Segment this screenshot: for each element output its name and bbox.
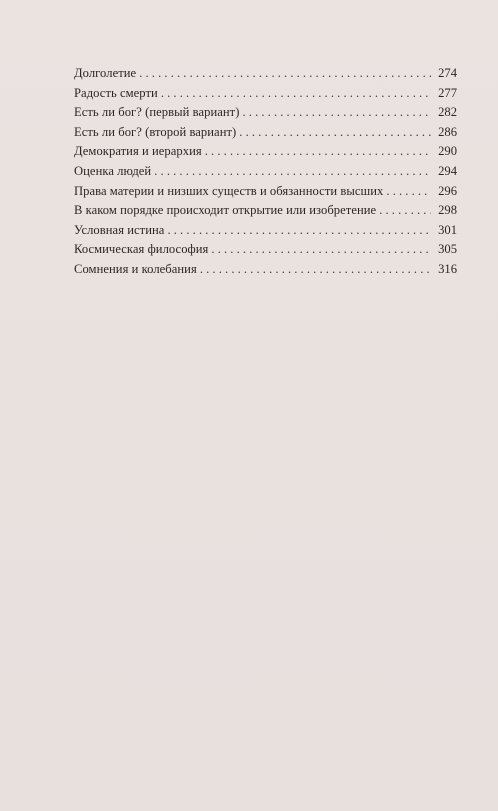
dot-leader <box>154 162 431 182</box>
toc-entry-est-li-bog-1 <box>74 103 457 123</box>
toc-entry-title: Демократия и иерархия <box>74 144 202 159</box>
toc-entry-title: Долголетие <box>74 66 137 80</box>
dot-leader <box>242 103 431 123</box>
toc-entry-page-number: 290 <box>438 144 457 159</box>
toc-entry-page-number: 274 <box>438 66 457 80</box>
toc-entry-title: В каком порядке происходит открытие или изобретение <box>74 203 377 218</box>
table-of-contents <box>74 64 457 280</box>
toc-entry-dolgoletie <box>74 64 457 84</box>
toc-entry-page-number: 296 <box>438 183 457 198</box>
toc-entry-page-number: 286 <box>438 124 457 139</box>
dot-leader <box>239 123 431 143</box>
toc-entry-otsenka-lyudey <box>74 162 457 182</box>
dot-leader <box>139 64 431 84</box>
dot-leader <box>386 182 431 202</box>
toc-entry-prava-materii <box>74 182 457 202</box>
toc-entry-title: Оценка людей <box>74 163 152 178</box>
toc-entry-est-li-bog-2 <box>74 123 457 143</box>
toc-entry-title: Условная истина <box>74 222 165 237</box>
toc-entry-title: Есть ли бог? (первый вариант) <box>74 105 240 120</box>
toc-entry-page-number: 316 <box>438 261 457 276</box>
dot-leader <box>211 240 431 260</box>
toc-entry-page-number: 294 <box>438 163 457 178</box>
dot-leader <box>161 84 431 104</box>
toc-entry-radost-smerti <box>74 84 457 104</box>
toc-entry-page-number: 301 <box>438 222 457 237</box>
toc-entry-title: Космическая философия <box>74 242 209 257</box>
toc-entry-somneniya <box>74 260 457 280</box>
toc-entry-page-number: 277 <box>438 85 457 100</box>
dot-leader <box>205 142 431 162</box>
toc-entry-demokratiya <box>74 142 457 162</box>
toc-entry-page-number: 305 <box>438 242 457 257</box>
toc-entry-poryadok-otkrytiya <box>74 201 457 221</box>
toc-entry-title: Права материи и низших существ и обязанности высших <box>74 183 384 198</box>
toc-entry-uslovnaya-istina <box>74 221 457 241</box>
toc-entry-title: Есть ли бог? (второй вариант) <box>74 124 237 139</box>
dot-leader <box>167 221 431 241</box>
toc-entry-title: Сомнения и колебания <box>74 261 197 276</box>
toc-entry-page-number: 298 <box>438 203 457 218</box>
toc-entry-page-number: 282 <box>438 105 457 120</box>
toc-entry-title: Радость смерти <box>74 85 158 100</box>
toc-entry-kosmicheskaya-filosofiya <box>74 240 457 260</box>
dot-leader <box>379 201 431 221</box>
dot-leader <box>200 260 431 280</box>
